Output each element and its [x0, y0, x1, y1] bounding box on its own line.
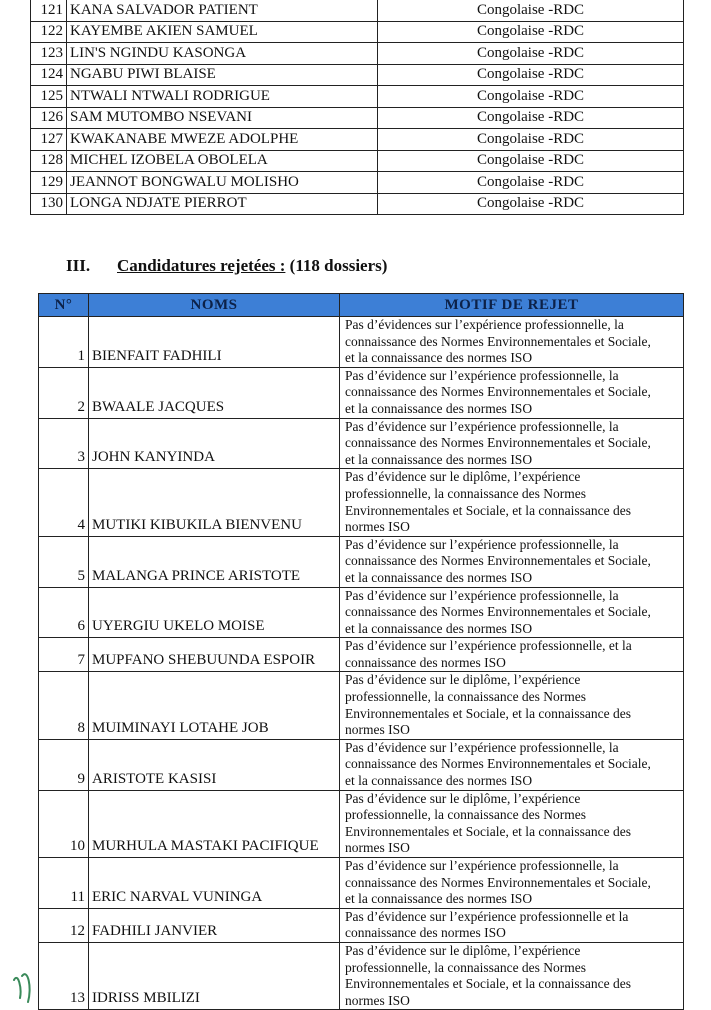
candidate-name: JEANNOT BONGWALU MOLISHO — [67, 172, 378, 194]
row-number: 4 — [39, 469, 89, 536]
rejection-reason-line: connaissance des Normes Environnementales et Sociale, — [345, 874, 651, 890]
row-number: 11 — [39, 858, 89, 909]
candidate-name: BWAALE JACQUES — [89, 367, 340, 418]
candidate-name: MUTIKI KIBUKILA BIENVENU — [89, 469, 340, 536]
rejection-reason-line: Pas d’évidence sur l’expérience professionnelle, la — [345, 739, 619, 755]
rejection-reason — [340, 536, 684, 587]
rejection-reason — [340, 367, 684, 418]
rejection-reason-line: Pas d’évidence sur l’expérience professionnelle, la — [345, 587, 619, 603]
rejection-reason — [340, 739, 684, 790]
row-number: 13 — [39, 942, 89, 1009]
table-row — [39, 317, 684, 368]
rejection-reason-line: connaissance des Normes Environnementales et Sociale, — [345, 756, 651, 772]
rejection-reason — [340, 418, 684, 469]
rejection-reason-line: connaissance des normes ISO — [345, 654, 506, 670]
table-row — [31, 0, 684, 21]
row-number: 122 — [31, 21, 67, 43]
rejected-candidates-table — [38, 293, 684, 1010]
section-heading — [66, 256, 387, 276]
rejection-reason-line: Pas d’évidence sur l’expérience professionnelle, la — [345, 367, 619, 383]
candidate-name: ERIC NARVAL VUNINGA — [89, 858, 340, 909]
row-number: 124 — [31, 64, 67, 86]
row-number: 125 — [31, 86, 67, 108]
table-row — [31, 86, 684, 108]
rejection-reason-line: et la connaissance des normes ISO — [345, 569, 533, 585]
table-row — [39, 367, 684, 418]
candidate-nationality: Congolaise -RDC — [378, 172, 684, 194]
candidate-name: FADHILI JANVIER — [89, 908, 340, 942]
rejection-reason-line: connaissance des Normes Environnementales et Sociale, — [345, 604, 651, 620]
rejection-reason-line: et la connaissance des normes ISO — [345, 451, 533, 467]
candidate-name: MICHEL IZOBELA OBOLELA — [67, 150, 378, 172]
rejection-reason-line: Pas d’évidence sur l’expérience professionnelle, et la — [345, 638, 632, 654]
table-row — [39, 858, 684, 909]
row-number: 10 — [39, 790, 89, 857]
rejection-reason-line: Pas d’évidences sur l’expérience professionnelle, la — [345, 317, 624, 332]
rejection-reason — [340, 790, 684, 857]
candidate-nationality: Congolaise -RDC — [378, 43, 684, 65]
candidate-nationality: Congolaise -RDC — [378, 193, 684, 215]
rejection-reason-line: et la connaissance des normes ISO — [345, 773, 533, 789]
accepted-candidates-table — [30, 0, 684, 215]
rejection-reason-line: normes ISO — [345, 840, 410, 856]
row-number: 129 — [31, 172, 67, 194]
rejection-reason-line: Environnementales et Sociale, et la connaissance des — [345, 502, 632, 518]
candidate-name: ARISTOTE KASISI — [89, 739, 340, 790]
row-number: 5 — [39, 536, 89, 587]
candidate-nationality: Congolaise -RDC — [378, 0, 684, 21]
row-number: 1 — [39, 317, 89, 368]
table-row — [31, 193, 684, 215]
rejection-reason-line: connaissance des Normes Environnementales et Sociale, — [345, 384, 651, 400]
table-row — [39, 790, 684, 857]
rejection-reason-line: et la connaissance des normes ISO — [345, 891, 533, 907]
candidate-name: MUIMINAYI LOTAHE JOB — [89, 672, 340, 739]
table-row — [39, 469, 684, 536]
table-row — [39, 942, 684, 1009]
table-row — [31, 64, 684, 86]
rejection-reason-line: Pas d’évidence sur l’expérience professionnelle, la — [345, 858, 619, 873]
rejection-reason-line: connaissance des Normes Environnementales et Sociale, — [345, 333, 651, 349]
candidate-name: MUPFANO SHEBUUNDA ESPOIR — [89, 638, 340, 672]
rejection-reason-line: normes ISO — [345, 519, 410, 535]
rejection-reason-line: connaissance des Normes Environnementales et Sociale, — [345, 553, 651, 569]
candidate-name: NGABU PIWI BLAISE — [67, 64, 378, 86]
rejection-reason-line: Environnementales et Sociale, et la connaissance des — [345, 976, 632, 992]
section-title: Candidatures rejetées : — [117, 256, 286, 275]
handwritten-initial-icon — [8, 958, 48, 1003]
rejection-reason-line: et la connaissance des normes ISO — [345, 400, 533, 416]
header-name: NOMS — [89, 294, 340, 317]
rejection-reason-line: professionnelle, la connaissance des Normes — [345, 807, 587, 823]
table-row — [39, 672, 684, 739]
rejection-reason-line: et la connaissance des normes ISO — [345, 350, 533, 366]
header-motif: MOTIF DE REJET — [340, 294, 684, 317]
section-count: (118 dossiers) — [289, 256, 388, 275]
rejection-reason-line: professionnelle, la connaissance des Normes — [345, 959, 587, 975]
rejection-reason-line: et la connaissance des normes ISO — [345, 620, 533, 636]
table-row — [39, 908, 684, 942]
rejection-reason-line: Pas d’évidence sur le diplôme, l’expérience — [345, 790, 581, 806]
rejection-reason-line: professionnelle, la connaissance des Normes — [345, 689, 587, 705]
table-row — [39, 418, 684, 469]
row-number: 127 — [31, 129, 67, 151]
candidate-name: BIENFAIT FADHILI — [89, 317, 340, 368]
candidate-name: MALANGA PRINCE ARISTOTE — [89, 536, 340, 587]
candidate-nationality: Congolaise -RDC — [378, 21, 684, 43]
rejection-reason — [340, 317, 684, 368]
candidate-nationality: Congolaise -RDC — [378, 129, 684, 151]
row-number: 123 — [31, 43, 67, 65]
rejection-reason-line: connaissance des normes ISO — [345, 925, 506, 941]
row-number: 9 — [39, 739, 89, 790]
rejection-reason — [340, 908, 684, 942]
row-number: 3 — [39, 418, 89, 469]
candidate-name: IDRISS MBILIZI — [89, 942, 340, 1009]
candidate-name: KWAKANABE MWEZE ADOLPHE — [67, 129, 378, 151]
candidate-name: LONGA NDJATE PIERROT — [67, 193, 378, 215]
candidate-name: JOHN KANYINDA — [89, 418, 340, 469]
candidate-nationality: Congolaise -RDC — [378, 107, 684, 129]
rejection-reason — [340, 942, 684, 1009]
table-row — [31, 172, 684, 194]
candidate-name: NTWALI NTWALI RODRIGUE — [67, 86, 378, 108]
candidate-name: KANA SALVADOR PATIENT — [67, 0, 378, 21]
candidate-name: MURHULA MASTAKI PACIFIQUE — [89, 790, 340, 857]
rejection-reason-line: connaissance des Normes Environnementales et Sociale, — [345, 435, 651, 451]
rejection-reason — [340, 858, 684, 909]
table-row — [31, 43, 684, 65]
rejection-reason — [340, 672, 684, 739]
table-row — [39, 739, 684, 790]
row-number: 128 — [31, 150, 67, 172]
row-number: 126 — [31, 107, 67, 129]
row-number: 2 — [39, 367, 89, 418]
candidate-name: SAM MUTOMBO NSEVANI — [67, 107, 378, 129]
section-numeral: III. — [66, 256, 91, 275]
rejection-reason-line: Environnementales et Sociale, et la connaissance des — [345, 823, 632, 839]
rejection-reason-line: professionnelle, la connaissance des Normes — [345, 485, 587, 501]
row-number: 8 — [39, 672, 89, 739]
rejection-reason-line: Pas d’évidence sur l’expérience professionnelle, la — [345, 536, 619, 552]
row-number: 6 — [39, 587, 89, 638]
header-num: N° — [39, 294, 89, 317]
rejection-reason-line: Pas d’évidence sur le diplôme, l’expérience — [345, 672, 581, 688]
table-row — [31, 150, 684, 172]
candidate-name: LIN'S NGINDU KASONGA — [67, 43, 378, 65]
rejection-reason-line: Pas d’évidence sur le diplôme, l’expérience — [345, 469, 581, 485]
rejection-reason-line: Pas d’évidence sur l’expérience professionnelle, la — [345, 418, 619, 434]
row-number: 7 — [39, 638, 89, 672]
rejection-reason-line: Pas d’évidence sur le diplôme, l’expérience — [345, 942, 581, 958]
candidate-nationality: Congolaise -RDC — [378, 150, 684, 172]
rejection-reason — [340, 638, 684, 672]
rejection-reason-line: Pas d’évidence sur l’expérience professionnelle et la — [345, 908, 629, 924]
candidate-nationality: Congolaise -RDC — [378, 86, 684, 108]
rejection-reason-line: normes ISO — [345, 722, 410, 738]
candidate-nationality: Congolaise -RDC — [378, 64, 684, 86]
rejection-reason — [340, 587, 684, 638]
table-row — [39, 587, 684, 638]
row-number: 12 — [39, 908, 89, 942]
rejection-reason-line: normes ISO — [345, 992, 410, 1008]
table-row — [31, 21, 684, 43]
rejection-reason-line: Environnementales et Sociale, et la connaissance des — [345, 705, 632, 721]
rejection-reason — [340, 469, 684, 536]
table-row — [39, 536, 684, 587]
table-row — [31, 129, 684, 151]
table-row — [39, 638, 684, 672]
table-header-row — [39, 294, 684, 317]
table-row — [31, 107, 684, 129]
row-number: 130 — [31, 193, 67, 215]
candidate-name: UYERGIU UKELO MOISE — [89, 587, 340, 638]
row-number: 121 — [31, 0, 67, 21]
candidate-name: KAYEMBE AKIEN SAMUEL — [67, 21, 378, 43]
